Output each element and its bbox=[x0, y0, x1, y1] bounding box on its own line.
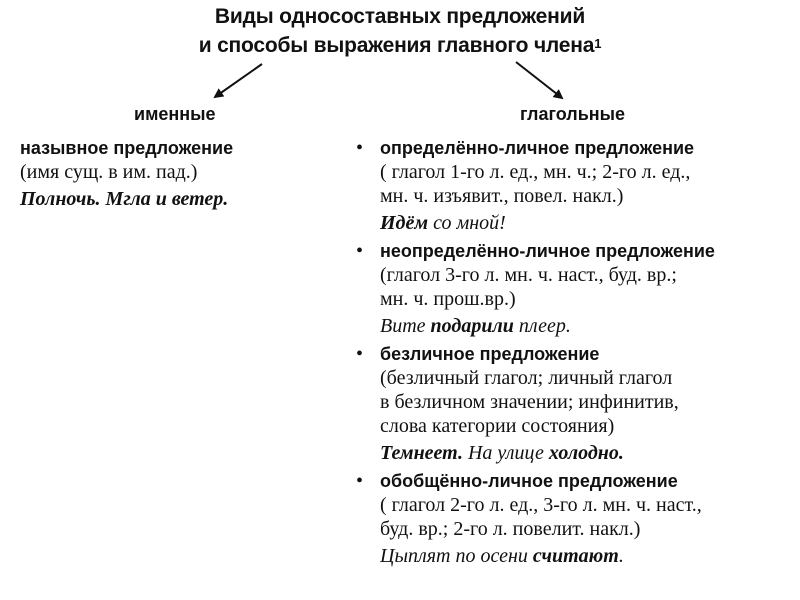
verbal-item bbox=[354, 469, 800, 568]
bullet-icon: • bbox=[356, 343, 364, 365]
verbal-item-example bbox=[380, 441, 800, 465]
arrow-to-nominal bbox=[215, 64, 262, 97]
example-segment: считают bbox=[532, 545, 619, 567]
example-segment: Идём bbox=[380, 212, 429, 234]
arrow-to-verbal bbox=[516, 62, 562, 98]
bullet-icon: • bbox=[356, 240, 364, 262]
example-segment: . bbox=[618, 545, 624, 567]
verbal-item bbox=[354, 136, 800, 235]
verbal-column bbox=[354, 136, 800, 572]
bullet-icon: • bbox=[356, 470, 364, 492]
verbal-item-description: (безличный глагол; личный глагол в безличном значении; инфинитив, слова категории состояния) bbox=[380, 367, 679, 437]
nominal-description: (имя сущ. в им. пад.) bbox=[20, 161, 198, 183]
nominal-example bbox=[20, 187, 330, 211]
verbal-item-type: неопределённо-личное предложение bbox=[380, 241, 715, 261]
title-line-1: Виды односоставных предложений bbox=[214, 5, 586, 28]
verbal-item-example bbox=[380, 314, 800, 338]
example-segment: со мной! bbox=[428, 212, 506, 234]
example-segment: холодно. bbox=[548, 442, 624, 464]
verbal-item-example bbox=[380, 211, 800, 235]
verbal-item-example bbox=[380, 544, 800, 568]
verbal-item bbox=[354, 342, 800, 465]
verbal-item-description: ( глагол 1-го л. ед., мн. ч.; 2-го л. ед., мн. ч. изъявит., повел. накл.) bbox=[380, 161, 691, 207]
verbal-item-description: ( глагол 2-го л. ед., 3-го л. мн. ч. наст., буд. вр.; 2-го л. повелит. накл.) bbox=[380, 494, 702, 540]
nominal-type: назывное предложение bbox=[20, 138, 234, 158]
footnote-marker: 1 bbox=[594, 36, 602, 51]
example-segment: Полночь. Мгла и ветер. bbox=[20, 188, 229, 210]
example-segment: На улице bbox=[462, 442, 549, 464]
branch-arrows bbox=[0, 0, 800, 130]
example-segment: плеер. bbox=[513, 315, 571, 337]
verbal-item-description: (глагол 3-го л. мн. ч. наст., буд. вр.; мн. ч. прош.вр.) bbox=[380, 264, 677, 310]
example-segment: Вите bbox=[380, 315, 431, 337]
verbal-item bbox=[354, 239, 800, 338]
bullet-icon: • bbox=[356, 137, 364, 159]
verbal-item-type: определённо-личное предложение bbox=[380, 138, 695, 158]
heading-nominal: именные bbox=[134, 104, 216, 124]
example-segment: Темнеет. bbox=[380, 442, 463, 464]
title-line-2-text: и способы выражения главного члена bbox=[198, 34, 595, 57]
example-segment: Цыплят по осени bbox=[380, 545, 533, 567]
example-segment: подарили bbox=[430, 315, 514, 337]
verbal-item-type: обобщённо-личное предложение bbox=[380, 471, 678, 491]
heading-verbal: глагольные bbox=[520, 104, 626, 124]
verbal-item-type: безличное предложение bbox=[380, 344, 600, 364]
nominal-column bbox=[20, 136, 330, 215]
